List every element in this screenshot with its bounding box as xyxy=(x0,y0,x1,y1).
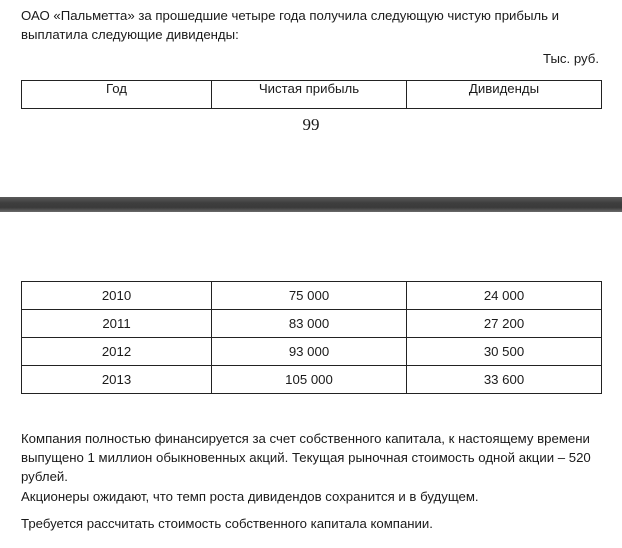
data-table xyxy=(21,281,602,394)
page-break-bar xyxy=(0,197,622,212)
intro-paragraph: ОАО «Пальметта» за прошедшие четыре года получила следующую чистую прибыль и выплатила следующие дивиденды: xyxy=(21,8,560,42)
table-header xyxy=(21,80,602,109)
cell-dividends: 33 600 xyxy=(407,366,602,394)
cell-net-profit: 93 000 xyxy=(212,338,407,366)
cell-net-profit: 75 000 xyxy=(212,282,407,310)
column-header-dividends: Дивиденды xyxy=(407,81,602,109)
header-row xyxy=(22,81,602,109)
cell-year: 2012 xyxy=(22,338,212,366)
cell-net-profit: 83 000 xyxy=(212,310,407,338)
page-number: 99 xyxy=(302,115,320,134)
table-row xyxy=(22,310,602,338)
paragraph-financing: Компания полностью финансируется за счет собственного капитала, к настоящему времени выпущено 1 миллион обыкновенных акций. Текущая рыночная стоимость одной акции – 520 рублей. xyxy=(21,431,591,484)
cell-year: 2011 xyxy=(22,310,212,338)
cell-dividends: 27 200 xyxy=(407,310,602,338)
table-row xyxy=(22,366,602,394)
column-header-net-profit: Чистая прибыль xyxy=(212,81,407,109)
cell-net-profit: 105 000 xyxy=(212,366,407,394)
cell-year: 2013 xyxy=(22,366,212,394)
paragraph-task: Требуется рассчитать стоимость собственного капитала компании. xyxy=(21,516,433,531)
cell-dividends: 24 000 xyxy=(407,282,602,310)
column-header-year: Год xyxy=(22,81,212,109)
cell-dividends: 30 500 xyxy=(407,338,602,366)
table-row xyxy=(22,338,602,366)
paragraph-growth: Акционеры ожидают, что темп роста дивидендов сохранится и в будущем. xyxy=(21,489,479,504)
units-label: Тыс. руб. xyxy=(542,51,599,66)
cell-year: 2010 xyxy=(22,282,212,310)
table-row xyxy=(22,282,602,310)
